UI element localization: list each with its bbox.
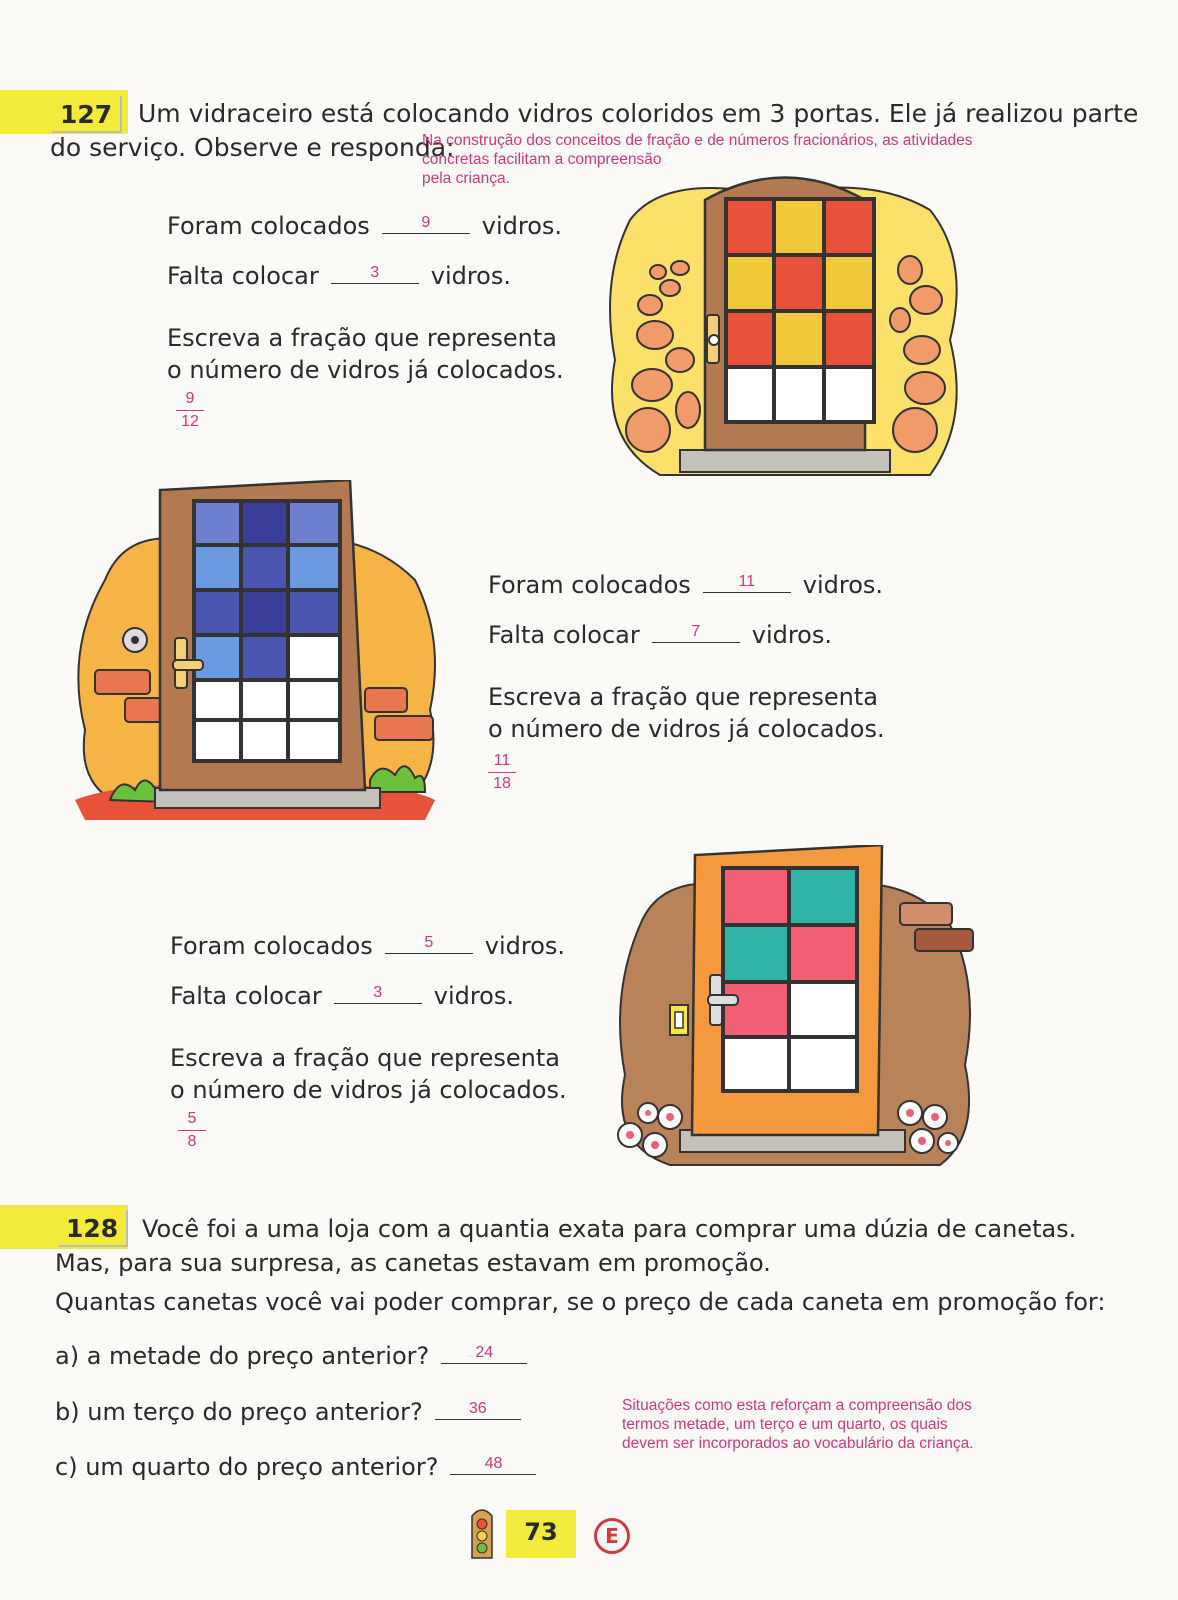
door1-missing-answer: 3	[370, 264, 380, 281]
door3-placed-answer: 5	[424, 934, 434, 951]
page-number: 73	[524, 1518, 558, 1546]
door1-placed-line: Foram colocados 9 vidros.	[167, 212, 563, 240]
question-127-intro-line1: Um vidraceiro está colocando vidros coloridos em 3 portas. Ele já realizou parte	[138, 99, 1139, 128]
door2-missing-answer: 7	[691, 623, 701, 640]
door1-fraction: $\frac{9}{12}$	[176, 390, 204, 431]
question-128-item-a: a) a metade do preço anterior? 24	[55, 1340, 539, 1372]
door3-missing-line: Falta colocar 3 vidros.	[170, 982, 514, 1010]
door3-instruction: Escreva a fração que representa o número de vidros já colocados.	[170, 1044, 567, 1104]
question-127-number: 127	[52, 96, 122, 133]
door2-fraction: $\frac{11}{18}$	[488, 752, 516, 793]
question-128-line1: Você foi a uma loja com a quantia exata para comprar uma dúzia de canetas.	[142, 1215, 1077, 1243]
door1-missing-line: Falta colocar 3 vidros.	[167, 262, 511, 290]
door2-placed-answer: 11	[738, 573, 756, 590]
question-128-line3: Quantas canetas você vai poder comprar, se o preço de cada caneta em promoção for:	[55, 1288, 1106, 1316]
teacher-note-127: Na construção dos conceitos de fração e de números fracionários, as atividades concretas facilitam a compreensão pela criança.	[422, 132, 973, 187]
door3-missing-answer: 3	[373, 984, 383, 1001]
traffic-light-icon	[468, 1504, 496, 1562]
answer-a: 24	[475, 1344, 494, 1361]
door3-illustration	[610, 845, 980, 1180]
door2-missing-line: Falta colocar 7 vidros.	[488, 621, 832, 649]
question-128-line2: Mas, para sua surpresa, as canetas estavam em promoção.	[55, 1249, 771, 1277]
door2-illustration	[65, 480, 445, 825]
door2-placed-line: Foram colocados 11 vidros.	[488, 571, 884, 599]
question-127-intro-line2: do serviço. Observe e responda:	[50, 133, 455, 162]
question-128-number: 128	[58, 1210, 128, 1247]
teacher-note-128: Situações como esta reforçam a compreensão dos termos metade, um terço e um quarto, os quais devem ser incorporados ao vocabulário da criança.	[622, 1397, 974, 1452]
door1-placed-answer: 9	[421, 214, 431, 231]
answer-c: 48	[484, 1455, 503, 1472]
question-128-item-b: b) um terço do preço anterior? 36	[55, 1396, 533, 1428]
door3-fraction: $\frac{5}{8}$	[178, 1110, 206, 1151]
door3-placed-line: Foram colocados 5 vidros.	[170, 932, 566, 960]
answer-b: 36	[468, 1400, 487, 1417]
badge-e-icon: E	[594, 1518, 630, 1554]
door2-instruction: Escreva a fração que representa o número de vidros já colocados.	[488, 683, 885, 743]
question-128-item-c: c) um quarto do preço anterior? 48	[55, 1451, 548, 1483]
door1-illustration	[600, 160, 970, 490]
door1-instruction: Escreva a fração que representa o número de vidros já colocados.	[167, 324, 564, 384]
